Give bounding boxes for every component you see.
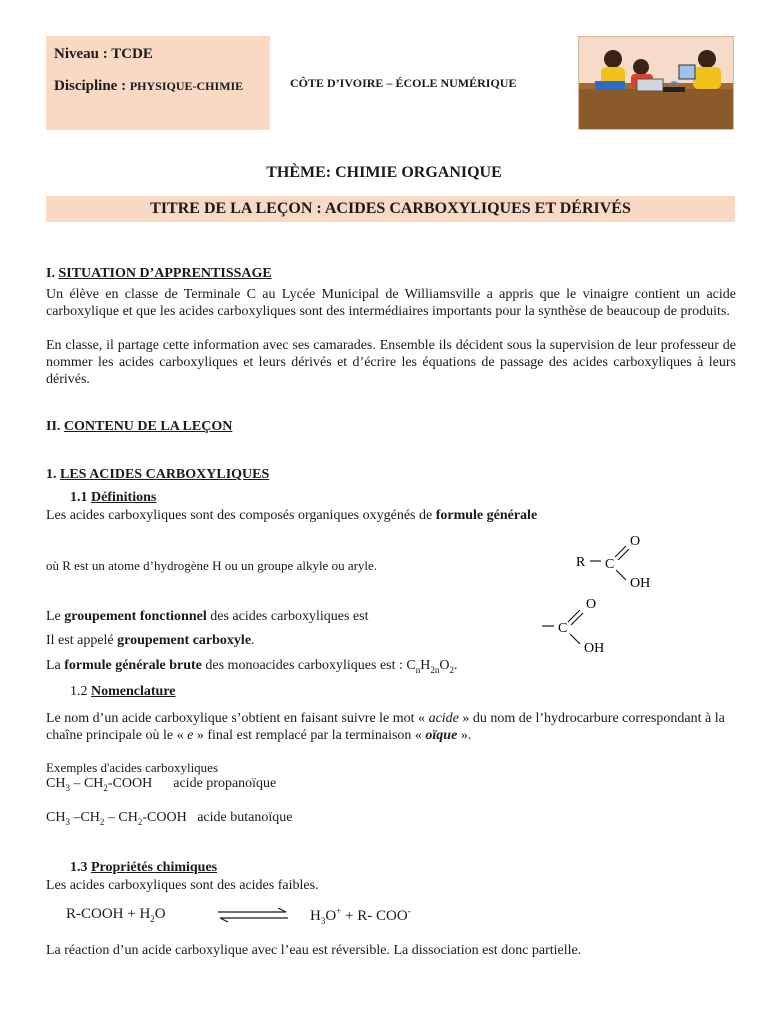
example-butanoic: $CH_3$ $-CH_2$ – $CH_2$-COOH acide butanoïque <box>46 810 293 827</box>
properties-conclusion: La réaction d’un acide carboxylique avec l’eau est réversible. La dissociation est donc partielle. <box>46 943 582 958</box>
svg-text:O: O <box>586 597 597 612</box>
definition-text: Les acides carboxyliques sont des composés organiques oxygénés de formule générale <box>46 508 538 523</box>
properties-heading: 1.3 Propriétés chimiques <box>70 860 218 875</box>
equation-right: $H_3O^+ + R-$ COO- <box>310 906 411 926</box>
section-2-heading: II. CONTENU DE LA LEÇON <box>46 419 233 434</box>
carboxyl-group-structure <box>536 592 636 654</box>
svg-text:C: C <box>605 557 615 572</box>
equation-left: R-COOH + $H_2O$ <box>66 906 166 924</box>
header-info-box <box>46 36 270 130</box>
r-group-text: où R est un atome d’hydrogène H ou un groupe alkyle ou aryle. <box>46 558 378 573</box>
lesson-title: TITRE DE LA LEÇON : ACIDES CARBOXYLIQUES ET DÉRIVÉS <box>46 196 735 222</box>
carboxylic-acid-structure <box>570 530 670 590</box>
properties-intro: Les acides carboxyliques sont des acides faibles. <box>46 878 319 893</box>
section-1-heading: I. SITUATION D’APPRENTISSAGE <box>46 266 272 281</box>
nomenclature-heading: 1.2 Nomenclature <box>70 684 176 699</box>
example-propanoic: $CH_3$ – $CH_2$-COOH acide propanoïque <box>46 776 277 793</box>
svg-text:OH: OH <box>630 576 651 590</box>
country-label: CÔTE D’IVOIRE – ÉCOLE NUMÉRIQUE <box>290 76 517 90</box>
nomenclature-text: Le nom d’un acide carboxylique s’obtient en faisant suivre le mot « acide » du nom de l’hydrocarbure correspondant à la chaîne principale où le « e » final est remplacé par la terminaison « oïque ». <box>46 711 725 743</box>
definitions-heading: 1.1 Définitions <box>70 490 157 505</box>
discipline-label: Discipline : PHYSIQUE-CHIMIE <box>54 78 244 94</box>
theme-title: THÈME: CHIMIE ORGANIQUE <box>266 164 502 181</box>
svg-text:R: R <box>576 555 586 570</box>
classroom-illustration <box>578 36 734 130</box>
examples-label: Exemples d'acides carboxyliques <box>46 760 219 775</box>
carboxyl-name-text: Il est appelé groupement carboxyle. <box>46 633 255 648</box>
brute-formula-text: La formule générale brute des monoacides carboxyliques est : $C_nH_{2n}O_2$. <box>46 658 458 675</box>
svg-text:O: O <box>630 534 641 549</box>
svg-text:OH: OH <box>584 641 605 654</box>
situation-paragraph-1: Un élève en classe de Terminale C au Lycée Municipal de Williamsville a appris que le vinaigre contient un acide carboxylique et que les acides carboxyliques sont des intermédiaires importants pour la synthèse de beaucoup de produits. <box>46 287 736 319</box>
part-1-heading: 1. LES ACIDES CARBOXYLIQUES <box>46 467 270 482</box>
functional-group-text: Le groupement fonctionnel des acides carboxyliques est <box>46 609 369 624</box>
situation-paragraph-2: En classe, il partage cette information avec ses camarades. Ensemble ils décident sous la supervision de leur professeur de nommer les acides carboxyliques et leurs dérivés et d’écrire les équations de passage des acides carboxyliques à leurs dérivés. <box>46 338 736 387</box>
level-label: Niveau : TCDE <box>54 46 153 62</box>
discipline-value: PHYSIQUE-CHIMIE <box>129 79 244 93</box>
svg-text:C: C <box>558 621 568 636</box>
equilibrium-arrows-icon <box>216 906 290 924</box>
